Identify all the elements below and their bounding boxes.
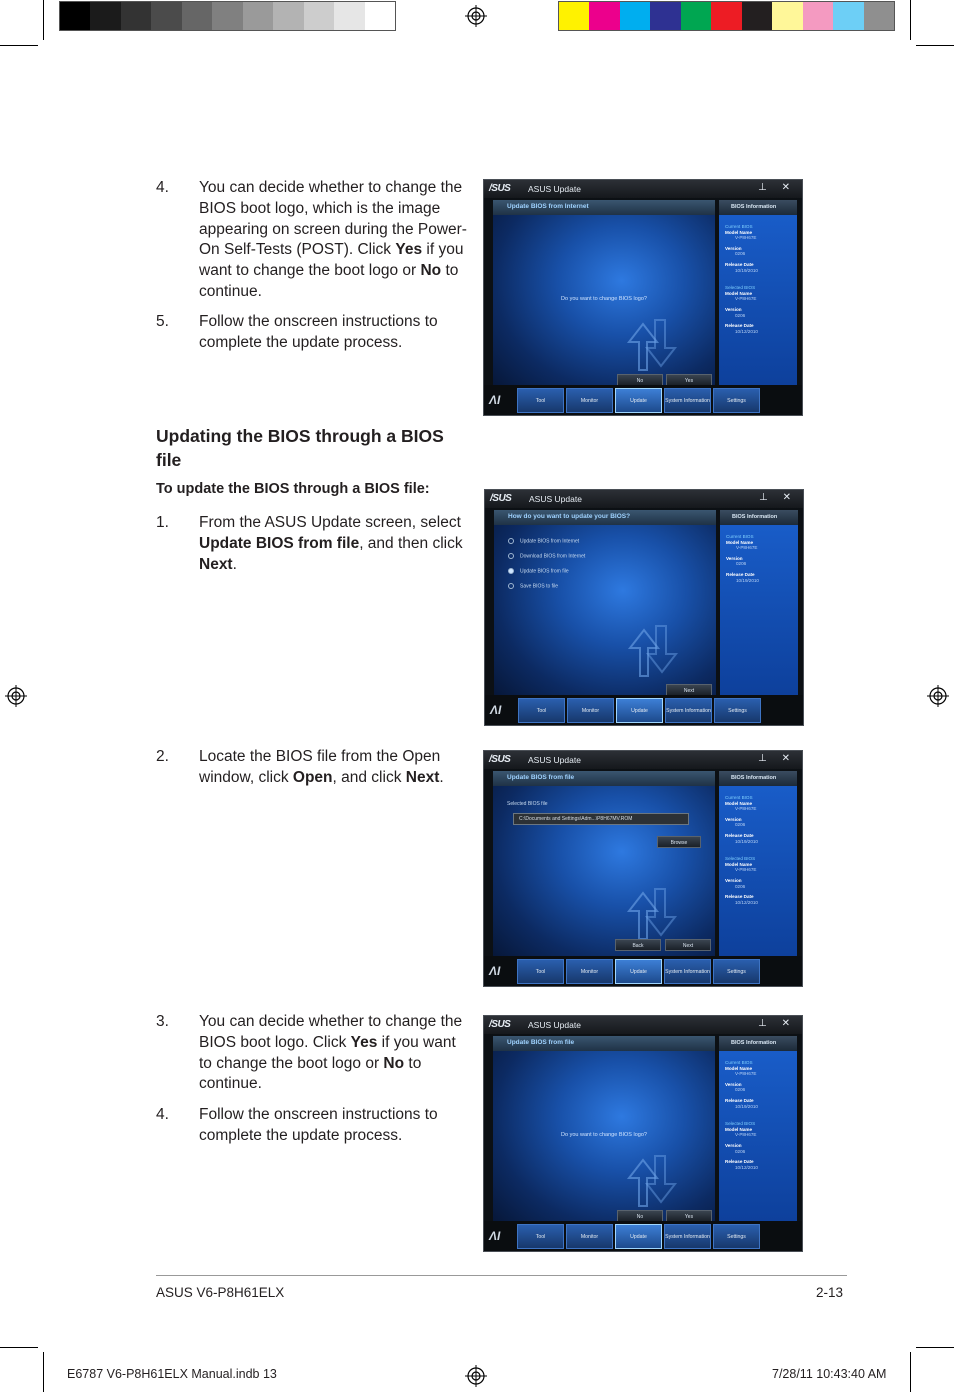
pane-header: Update BIOS from file — [493, 771, 715, 786]
step-1-select-file: 1. From the ASUS Update screen, select Update BIOS from file, and then click Next. — [156, 514, 463, 573]
print-slug-timestamp: 7/28/11 10:43:40 AM — [772, 1367, 887, 1381]
color-swatch — [742, 2, 772, 30]
step-2-locate-file: 2. Locate the BIOS file from the Open window, click Open, and click Next. — [156, 748, 444, 786]
nav-system-information[interactable]: System Information — [665, 698, 712, 723]
pane-header: Update BIOS from Internet — [493, 200, 715, 215]
color-swatch — [559, 2, 589, 30]
window-controls[interactable]: ⊥ ✕ — [759, 492, 797, 503]
window-controls[interactable]: ⊥ ✕ — [758, 1018, 796, 1029]
nav-system-information[interactable]: System Information — [664, 388, 711, 413]
color-swatch — [650, 2, 680, 30]
crop-mark — [43, 0, 44, 40]
ai-suite-logo: ɅI — [489, 964, 501, 978]
section-subheading: To update the BIOS through a BIOS file: — [156, 481, 430, 497]
footer-rule — [156, 1275, 847, 1276]
nav-monitor[interactable]: Monitor — [567, 698, 614, 723]
color-swatch — [864, 2, 894, 30]
browse-button[interactable]: Browse — [657, 836, 701, 848]
radio-selected-icon — [508, 568, 514, 574]
crop-mark — [0, 1347, 38, 1348]
asus-update-window-select-file — [483, 750, 803, 987]
asus-logo: /SUS — [490, 493, 512, 504]
color-swatch — [121, 2, 151, 30]
ai-suite-logo: ɅI — [489, 1229, 501, 1243]
color-swatch — [365, 2, 395, 30]
update-arrows-icon — [622, 618, 682, 678]
nav-update[interactable]: Update — [615, 1224, 662, 1249]
nav-monitor[interactable]: Monitor — [566, 1224, 613, 1249]
nav-system-information[interactable]: System Information — [664, 959, 711, 984]
yes-button[interactable]: Yes — [666, 1210, 712, 1222]
radio-icon — [508, 538, 514, 544]
nav-tool[interactable]: Tool — [517, 1224, 564, 1249]
update-arrows-icon — [621, 1148, 681, 1208]
asus-update-window-logo-prompt — [483, 179, 803, 416]
crop-mark — [916, 45, 954, 46]
nav-tool[interactable]: Tool — [517, 959, 564, 984]
step-4-follow-instructions: 4. Follow the onscreen instructions to complete the update process. — [156, 1106, 438, 1144]
nav-monitor[interactable]: Monitor — [566, 959, 613, 984]
footer-model: ASUS V6-P8H61ELX — [156, 1285, 285, 1300]
asus-update-window-logo-prompt-file — [483, 1015, 803, 1252]
pane-header: How do you want to update your BIOS? — [494, 510, 716, 525]
main-pane — [494, 510, 716, 702]
color-swatch — [273, 2, 303, 30]
color-swatch — [243, 2, 273, 30]
section-heading: Updating the BIOS through a BIOS file — [156, 426, 444, 470]
asus-logo: /SUS — [489, 183, 511, 194]
bios-information-panel: BIOS Information Current BIOS Model Name V-P8H67E Version 0206 Release Date 10/19/2010 Selected BIOS Model Name V-P8H67E Version 0206 Release Date 10/12/2010 — [719, 200, 797, 392]
nav-settings[interactable]: Settings — [713, 1224, 760, 1249]
bios-information-panel: BIOS Information Current BIOS Model Name V-P8H67E Version 0206 Release Date 10/19/2010 — [720, 510, 798, 702]
color-swatch — [90, 2, 120, 30]
color-swatch — [772, 2, 802, 30]
title-bar — [484, 751, 802, 769]
option-update-from-file[interactable]: Update BIOS from file — [508, 568, 569, 574]
color-swatch — [60, 2, 90, 30]
color-swatch — [711, 2, 741, 30]
window-title: ASUS Update — [528, 1020, 581, 1030]
color-swatch — [212, 2, 242, 30]
color-swatch — [589, 2, 619, 30]
next-button[interactable]: Next — [665, 939, 711, 951]
no-button[interactable]: No — [617, 1210, 663, 1222]
color-swatch — [151, 2, 181, 30]
color-swatch — [334, 2, 364, 30]
registration-mark-icon — [465, 1365, 487, 1387]
asus-logo: /SUS — [489, 754, 511, 765]
window-controls[interactable]: ⊥ ✕ — [758, 753, 796, 764]
next-button[interactable]: Next — [666, 684, 712, 696]
yes-button[interactable]: Yes — [666, 374, 712, 386]
window-title: ASUS Update — [528, 755, 581, 765]
crop-mark — [910, 1352, 911, 1392]
no-button[interactable]: No — [617, 374, 663, 386]
radio-icon — [508, 583, 514, 589]
window-title: ASUS Update — [529, 494, 582, 504]
crop-mark — [43, 1352, 44, 1392]
color-swatch — [304, 2, 334, 30]
crop-mark — [0, 45, 38, 46]
radio-icon — [508, 553, 514, 559]
option-save-to-file[interactable]: Save BIOS to file — [508, 583, 558, 589]
registration-mark-icon — [465, 5, 487, 27]
registration-mark-icon — [5, 685, 27, 707]
print-slug-file: E6787 V6-P8H61ELX Manual.indb 13 — [67, 1367, 277, 1381]
nav-bar — [484, 956, 802, 987]
step-4-change-logo: 4. You can decide whether to change the BIOS boot logo, which is the image appearing on screen during the Power-On Self-Tests (POST). Click Yes if you want to change the boot logo or No to continue. — [156, 179, 467, 300]
title-bar — [484, 1016, 802, 1034]
nav-bar — [485, 695, 803, 726]
update-arrows-icon — [621, 881, 681, 941]
pane-header: Update BIOS from file — [493, 1036, 715, 1051]
crop-mark — [910, 0, 911, 40]
back-button[interactable]: Back — [615, 939, 661, 951]
nav-bar — [484, 385, 802, 416]
nav-system-information[interactable]: System Information — [664, 1224, 711, 1249]
title-bar — [485, 490, 803, 508]
change-logo-question: Do you want to change BIOS logo? — [561, 1132, 647, 1138]
bios-file-path-field[interactable]: C:\Documents and Settings\Adm...\P8H67MV.ROM — [513, 813, 689, 825]
registration-mark-icon — [927, 685, 949, 707]
nav-update[interactable]: Update — [616, 698, 663, 723]
selected-file-label: Selected BIOS file — [507, 801, 548, 807]
asus-update-window-method — [484, 489, 804, 726]
nav-settings[interactable]: Settings — [713, 388, 760, 413]
ai-suite-logo: ɅI — [490, 703, 502, 717]
ai-suite-logo: ɅI — [489, 393, 501, 407]
option-download-from-internet[interactable]: Download BIOS from Internet — [508, 553, 585, 559]
nav-tool[interactable]: Tool — [518, 698, 565, 723]
update-arrows-icon — [621, 312, 681, 372]
color-swatch — [681, 2, 711, 30]
color-swatch — [620, 2, 650, 30]
nav-settings[interactable]: Settings — [714, 698, 761, 723]
color-swatch — [803, 2, 833, 30]
nav-update[interactable]: Update — [615, 959, 662, 984]
nav-update[interactable]: Update — [615, 388, 662, 413]
step-3-change-logo: 3. You can decide whether to change the BIOS boot logo. Click Yes if you want to change the boot logo or No to continue. — [156, 1013, 463, 1093]
nav-tool[interactable]: Tool — [517, 388, 564, 413]
crop-mark — [916, 1347, 954, 1348]
main-pane — [493, 1036, 715, 1228]
bios-information-panel: BIOS Information Current BIOS Model Name V-P8H67E Version 0206 Release Date 10/19/2010 Selected BIOS Model Name V-P8H67E Version 0206 Release Date 10/12/2010 — [719, 1036, 797, 1228]
main-pane — [493, 200, 715, 392]
color-swatch — [833, 2, 863, 30]
option-update-from-internet[interactable]: Update BIOS from Internet — [508, 538, 579, 544]
change-logo-question: Do you want to change BIOS logo? — [561, 296, 647, 302]
step-5-follow-instructions: 5. Follow the onscreen instructions to complete the update process. — [156, 313, 438, 351]
window-title: ASUS Update — [528, 184, 581, 194]
nav-bar — [484, 1221, 802, 1252]
window-controls[interactable]: ⊥ ✕ — [758, 182, 796, 193]
title-bar — [484, 180, 802, 198]
nav-settings[interactable]: Settings — [713, 959, 760, 984]
main-pane — [493, 771, 715, 963]
color-swatch — [182, 2, 212, 30]
process-color-bar — [558, 1, 895, 31]
asus-logo: /SUS — [489, 1019, 511, 1030]
bios-information-panel: BIOS Information Current BIOS Model Name V-P8H67E Version 0206 Release Date 10/19/2010 Selected BIOS Model Name V-P8H67E Version 0206 Release Date 10/12/2010 — [719, 771, 797, 963]
page-number: 2-13 — [816, 1285, 844, 1300]
nav-monitor[interactable]: Monitor — [566, 388, 613, 413]
grayscale-color-bar — [59, 1, 396, 31]
